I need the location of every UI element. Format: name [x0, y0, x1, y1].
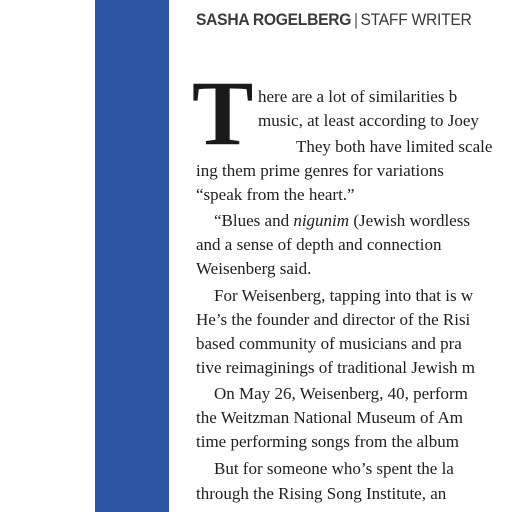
article-line-2: music, at least according to Joey: [258, 111, 479, 130]
article-line-1: here are a lot of similarities b: [258, 87, 458, 106]
article-line-6: [214, 211, 470, 231]
article-line-10: He’s the founder and director of the Risi: [196, 310, 471, 329]
article-line-15: time performing songs from the album: [196, 432, 459, 451]
byline-separator: |: [353, 10, 358, 29]
article-line-16: But for someone who’s spent the la: [214, 459, 454, 478]
article-line-14: the Weitzman National Museum of Am: [196, 408, 463, 427]
byline: [196, 10, 472, 30]
article-line-8: Weisenberg said.: [196, 259, 312, 278]
article-line-7: and a sense of depth and connection: [196, 235, 442, 254]
article-line-4: ing them prime genres for variations: [196, 161, 444, 180]
article-line-17: through the Rising Song Institute, an: [196, 484, 447, 503]
italic-term-nigunim: nigunim: [293, 211, 350, 230]
author-role: STAFF WRITER: [360, 10, 472, 29]
drop-cap: T: [192, 62, 254, 164]
article-line-5: “speak from the heart.”: [196, 185, 355, 204]
article-line-3: They both have limited scale: [296, 137, 493, 156]
sidebar-color-bar: [95, 0, 169, 512]
author-name: SASHA ROGELBERG: [196, 10, 352, 29]
article-line-9: For Weisenberg, tapping into that is w: [214, 286, 474, 305]
article-line-13: On May 26, Weisenberg, 40, perform: [214, 384, 468, 403]
line-6-part-1: “Blues and: [214, 211, 294, 230]
line-6-part-2: (Jewish wordless: [349, 211, 470, 230]
article-line-12: tive reimaginings of traditional Jewish m: [196, 358, 476, 377]
article-line-11: based community of musicians and pra: [196, 334, 462, 353]
